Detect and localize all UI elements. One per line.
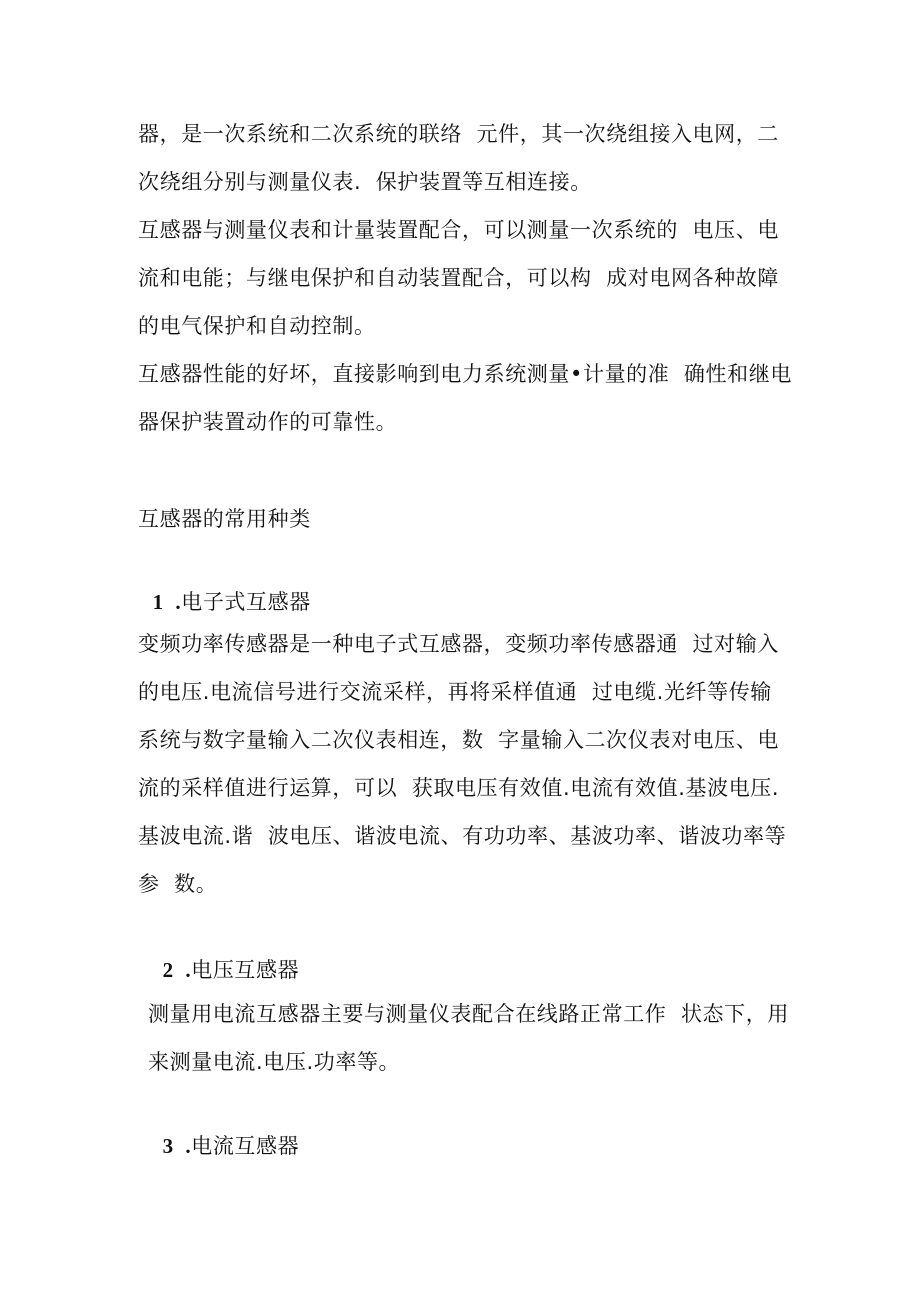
intro-paragraph-3-line-2: 器保护装置动作的可靠性。 [138,410,398,434]
item-3-number: 3 . [162,1134,192,1158]
item-2-body-line-1: 测量用电流互感器主要与测量仪表配合在线路正常工作 状态下，用 [148,1002,789,1026]
item-2-heading [148,928,299,984]
item-3-heading [148,1104,299,1160]
intro-paragraph-2-line-3: 的电气保护和自动控制。 [138,314,376,338]
intro-paragraph-2-line-1: 互感器与测量仪表和计量装置配合，可以测量一次系统的 电压、电 [138,218,779,242]
item-1-body-line-6: 参 数。 [138,872,218,896]
item-1-title: 电子式互感器 [181,590,311,614]
item-1-body-line-5: 基波电流.谐 波电压、谐波电流、有功功率、基波功率、谐波功率等 [138,824,787,848]
intro-paragraph-2-line-2: 流和电能；与继电保护和自动装置配合，可以构 成对电网各种故障 [138,266,779,290]
item-1-body-line-1: 变频功率传感器是一种电子式互感器，变频功率传感器通 过对输入 [138,632,779,656]
item-1-body-line-4: 流的采样值进行运算，可以 获取电压有效值.电流有效值.基波电压. [138,776,780,800]
section-title: 互感器的常用种类 [138,507,311,531]
item-1-heading [138,560,311,616]
item-1-number: 1 . [152,590,182,614]
intro-paragraph-1-line-2: 次绕组分别与测量仪表. 保护装置等互相连接。 [138,170,592,194]
intro-paragraph-3-line-1: 互感器性能的好坏，直接影响到电力系统测量•计量的准 确性和继电 [138,362,792,386]
item-2-title: 电压互感器 [191,958,300,982]
item-2-number: 2 . [162,958,192,982]
intro-paragraph-1-line-1: 器，是一次系统和二次系统的联络 元件，其一次绕组接入电网，二 [138,122,779,146]
item-1-body-line-3: 系统与数字量输入二次仪表相连，数 字量输入二次仪表对电压、电 [138,728,779,752]
item-1-body-line-2: 的电压.电流信号进行交流采样，再将采样值通 过电缆.光纤等传输 [138,680,772,704]
item-3-title: 电流互感器 [191,1134,300,1158]
item-2-body-line-2: 来测量电流.电压.功率等。 [148,1050,401,1074]
